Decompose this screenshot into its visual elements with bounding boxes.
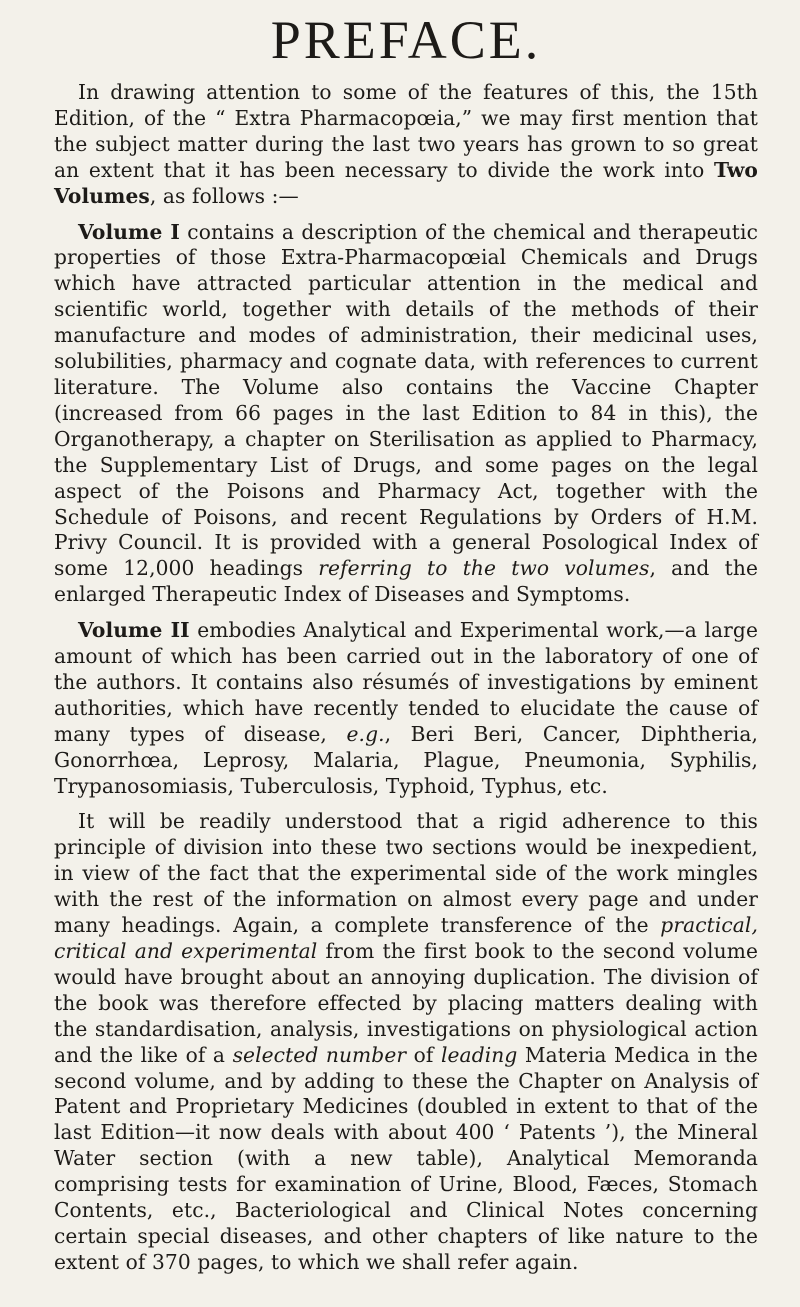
text-segment-italic: leading [440,1042,518,1067]
text-segment: contains a description of the chemical and therapeutic properties of those Extra-Pharmacopœial Chemicals and Drugs which have attracted particular attention in the medical and scientific world, together with details of the methods of their manufacture and modes of administration, their medicinal uses, solubilities, pharmacy and cognate data, with references to current literature. The Volume also contains the Vaccine Chapter (increased from 66 pages in the last Edition to 84 in this), the Organotherapy, a chapter on Sterilisation as applied to Pharmacy, the Supplementary List of Drugs, and some pages on the legal aspect of the Poisons and Pharmacy Act, together with the Schedule of Poisons, and recent Regulations by Orders of H.M. Privy Council. It is provided with a general Posological Index of some 12,000 headings [54,219,758,581]
paragraph-volume-1 [54,220,758,609]
text-segment: , as follows :— [149,183,299,208]
text-segment: from the first book to the second volume would have brought about an annoying duplication. The division of the book was therefore effected by placing matters dealing with the standardisation, analysis, investigations on physiological action and the like of a [54,939,759,1067]
paragraph-lead: Volume II [78,618,190,643]
text-segment: , Beri Beri, Cancer, Diphtheria, Gonorrhœa, Leprosy, Malaria, Plague, Pneumonia, Syphilis, Trypanosomiasis, Tuberculosis, Typhoid, Typhus, etc. [54,721,758,798]
text-segment: It will be readily understood that a rigid adherence to this principle of division into these two sections would be inexpedient, in view of the fact that the experimental side of the work mingles with the rest of the information on almost every page and under many headings. Again, a complete transference of the [54,809,758,938]
text-segment-italic: referring to the two volumes [318,556,650,581]
page-title: PREFACE. [270,10,542,70]
text-segment: embodies Analytical and Experimental work,—a large amount of which has been carried out in the laboratory of one of the authors. It contains also résumés of investigations by eminent authorities, which have recently tended to elucidate the cause of many types of disease, [54,618,758,746]
text-segment-italic: selected number [232,1042,407,1067]
text-segment-bold: Two Volumes [54,157,758,208]
text-segment: of [406,1042,441,1067]
text-segment-italic: e.g. [346,721,385,746]
text-segment: , and the enlarged Therapeutic Index of Diseases and Symptoms. [54,556,758,607]
text-segment: In drawing attention to some of the features of this, the 15th Edition, of the “ Extra Pharmacopœia,” we may first mention that the subject matter during the last two years has grown to so great an extent that it has been necessary to divide the work into [54,80,758,182]
paragraph-division [54,809,758,1275]
paragraph-lead: Volume I [78,219,180,244]
text-segment-italic: practical, critical and experimental [54,913,758,963]
text-segment: Materia Medica in the second volume, and by adding to these the Chapter on Analysis of Patent and Proprietary Medicines (doubled in extent to that of the last Edition—it now deals with about 400 ‘ Patents ’), the Mineral Water section (with a new table), Analytical Memoranda comprising tests for examination of Urine, Blood, Fæces, Stomach Contents, etc., Bacteriological and Clinical Notes concerning certain special diseases, and other chapters of like nature to the extent of 370 pages, to which we shall refer again. [54,1042,758,1274]
paragraph-volume-2 [54,618,758,799]
paragraph-intro [54,80,758,210]
